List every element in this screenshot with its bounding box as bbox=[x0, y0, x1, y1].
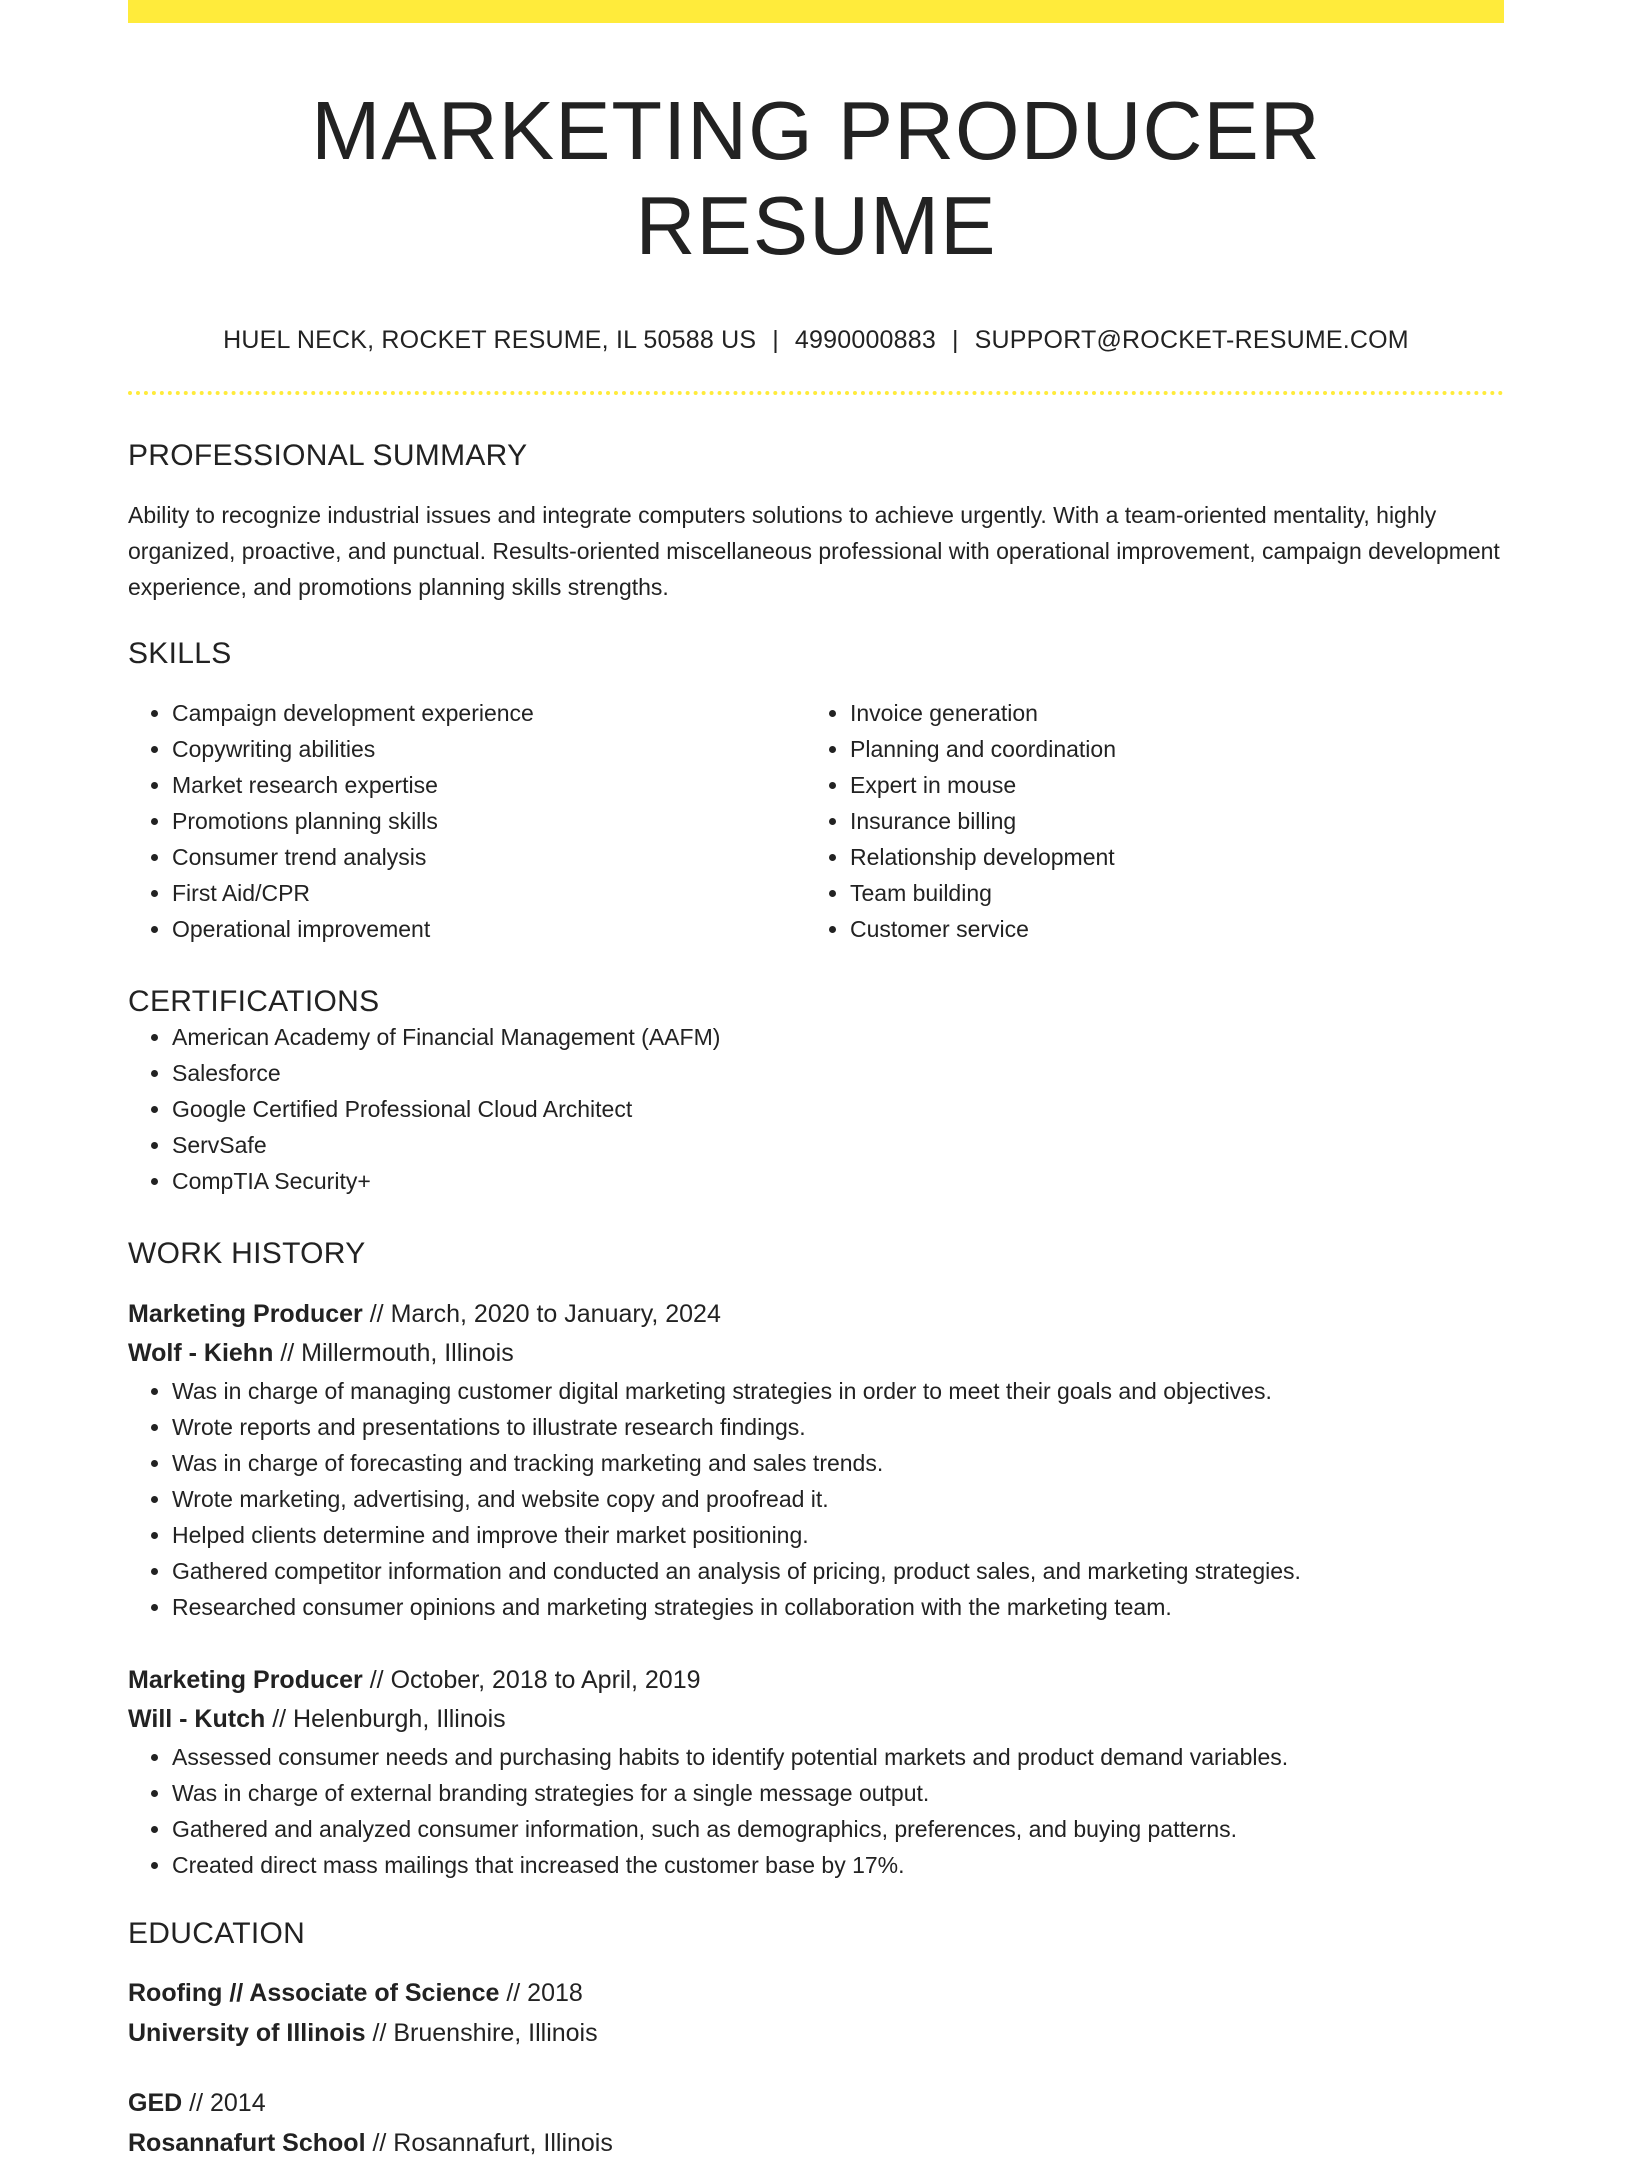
accent-top-bar bbox=[128, 0, 1504, 23]
job-bullet: • Gathered and analyzed consumer information, such as demographics, preferences, and buying patterns. bbox=[172, 1811, 1504, 1847]
job-entry bbox=[128, 1661, 1504, 1883]
contact-address: HUEL NECK, ROCKET RESUME, IL 50588 US bbox=[223, 325, 757, 354]
job-bullet: • Created direct mass mailings that increased the customer base by 17%. bbox=[172, 1847, 1504, 1883]
certification-item: • Google Certified Professional Cloud Architect bbox=[172, 1091, 1504, 1127]
education-school: University of Illinois bbox=[128, 2018, 366, 2047]
job-title: Marketing Producer bbox=[128, 1665, 363, 1694]
job-location: // Helenburgh, Illinois bbox=[272, 1704, 506, 1733]
skill-item: • Market research expertise bbox=[172, 767, 806, 803]
job-bullet: • Was in charge of forecasting and tracking marketing and sales trends. bbox=[172, 1445, 1504, 1481]
job-bullet: • Researched consumer opinions and marketing strategies in collaboration with the marketing team. bbox=[172, 1589, 1504, 1625]
job-bullet: • Gathered competitor information and conducted an analysis of pricing, product sales, and marketing strategies. bbox=[172, 1553, 1504, 1589]
job-title-line bbox=[128, 1295, 1504, 1333]
job-dates: // March, 2020 to January, 2024 bbox=[369, 1299, 721, 1328]
job-bullet-list bbox=[128, 1373, 1504, 1625]
job-company-line bbox=[128, 1699, 1504, 1739]
skill-item: • Team building bbox=[850, 875, 1484, 911]
job-company: Wolf - Kiehn bbox=[128, 1338, 274, 1367]
job-title-line bbox=[128, 1661, 1504, 1699]
skills-list-right bbox=[806, 695, 1484, 947]
skill-item: • Relationship development bbox=[850, 839, 1484, 875]
certification-item: • Salesforce bbox=[172, 1055, 1504, 1091]
education-degree-line bbox=[128, 2083, 1504, 2123]
skills-grid bbox=[128, 695, 1504, 947]
job-bullet: • Wrote marketing, advertising, and website copy and proofread it. bbox=[172, 1481, 1504, 1517]
skill-item: • Operational improvement bbox=[172, 911, 806, 947]
contact-line bbox=[128, 326, 1504, 355]
education-school: Rosannafurt School bbox=[128, 2128, 366, 2157]
contact-phone: 4990000883 bbox=[794, 325, 936, 354]
job-bullet-list bbox=[128, 1739, 1504, 1883]
skill-item: • Promotions planning skills bbox=[172, 803, 806, 839]
summary-text: Ability to recognize industrial issues and integrate computers solutions to achieve urgently. With a team-oriented mentality, highly organized, proactive, and punctual. Results-oriented miscellaneous professional with operational improvement, campaign development experience, and promotions planning skills strengths. bbox=[128, 501, 1500, 600]
skill-item: • Insurance billing bbox=[850, 803, 1484, 839]
certifications-heading: CERTIFICATIONS bbox=[128, 984, 380, 1018]
education-location: // Bruenshire, Illinois bbox=[372, 2018, 598, 2047]
education-degree-line bbox=[128, 1973, 1504, 2013]
job-bullet: • Assessed consumer needs and purchasing habits to identify potential markets and product demand variables. bbox=[172, 1739, 1504, 1775]
education-degree: Roofing // Associate of Science bbox=[128, 1978, 500, 2007]
education-location: // Rosannafurt, Illinois bbox=[372, 2128, 613, 2157]
education-entry bbox=[128, 1973, 1504, 2053]
skill-item: • Planning and coordination bbox=[850, 731, 1484, 767]
job-dates: // October, 2018 to April, 2019 bbox=[369, 1665, 701, 1694]
education-heading: EDUCATION bbox=[128, 1916, 306, 1950]
skill-item: • First Aid/CPR bbox=[172, 875, 806, 911]
job-company-line bbox=[128, 1333, 1504, 1373]
skill-item: • Expert in mouse bbox=[850, 767, 1484, 803]
certification-item: • CompTIA Security+ bbox=[172, 1163, 1504, 1199]
summary-heading: PROFESSIONAL SUMMARY bbox=[128, 438, 528, 472]
skill-item: • Consumer trend analysis bbox=[172, 839, 806, 875]
education-year: // 2014 bbox=[189, 2088, 266, 2117]
skill-item: • Customer service bbox=[850, 911, 1484, 947]
job-bullet: • Was in charge of managing customer digital marketing strategies in order to meet their goals and objectives. bbox=[172, 1373, 1504, 1409]
job-company: Will - Kutch bbox=[128, 1704, 266, 1733]
skills-column-right bbox=[806, 695, 1484, 947]
contact-separator: | bbox=[951, 325, 959, 354]
resume-page bbox=[128, 0, 1504, 2163]
job-entry bbox=[128, 1295, 1504, 1625]
contact-separator: | bbox=[772, 325, 779, 354]
certification-item: • American Academy of Financial Management (AAFM) bbox=[172, 1019, 1504, 1055]
skill-item: • Copywriting abilities bbox=[172, 731, 806, 767]
resume-title: MARKETING PRODUCER RESUME bbox=[311, 84, 1321, 273]
certifications-list bbox=[128, 1019, 1504, 1199]
education-school-line bbox=[128, 2123, 1504, 2163]
skills-column-left bbox=[128, 695, 806, 947]
skills-list-left bbox=[128, 695, 806, 947]
job-bullet: • Wrote reports and presentations to illustrate research findings. bbox=[172, 1409, 1504, 1445]
work-history-heading: WORK HISTORY bbox=[128, 1236, 366, 1270]
dotted-divider bbox=[128, 391, 1504, 395]
skill-item: • Invoice generation bbox=[850, 695, 1484, 731]
contact-email: SUPPORT@ROCKET-RESUME.COM bbox=[974, 325, 1409, 354]
job-title: Marketing Producer bbox=[128, 1299, 363, 1328]
education-school-line bbox=[128, 2013, 1504, 2053]
education-entry bbox=[128, 2083, 1504, 2163]
job-bullet: • Helped clients determine and improve their market positioning. bbox=[172, 1517, 1504, 1553]
education-year: // 2018 bbox=[506, 1978, 583, 2007]
skills-heading: SKILLS bbox=[128, 636, 232, 670]
job-location: // Millermouth, Illinois bbox=[280, 1338, 514, 1367]
education-degree: GED bbox=[128, 2088, 183, 2117]
skill-item: • Campaign development experience bbox=[172, 695, 806, 731]
job-bullet: • Was in charge of external branding strategies for a single message output. bbox=[172, 1775, 1504, 1811]
certification-item: • ServSafe bbox=[172, 1127, 1504, 1163]
